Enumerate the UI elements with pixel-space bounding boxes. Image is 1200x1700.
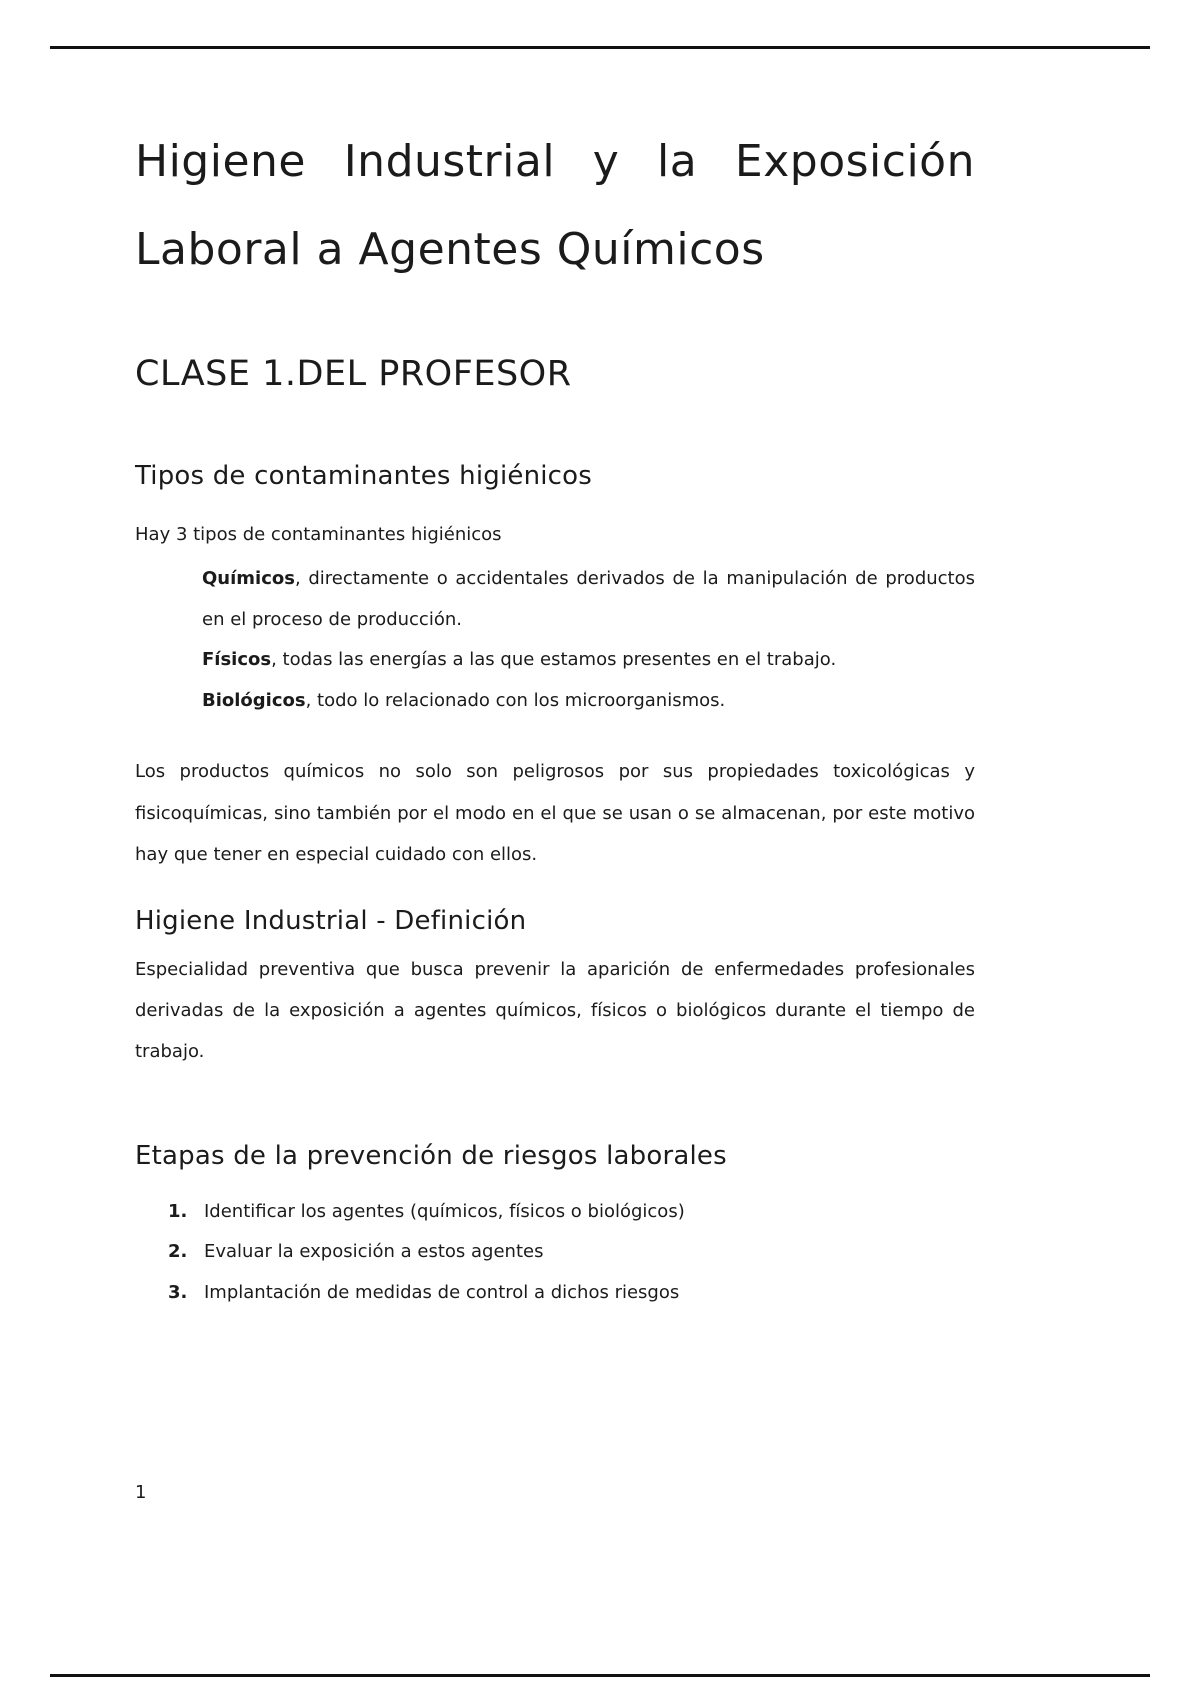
bullet-icon [172,681,202,722]
step-number: 2. [168,1241,188,1263]
step-number: 1. [168,1200,188,1222]
list-item [172,640,975,681]
document-content [135,0,975,1313]
bullet-description: , todas las energías a las que estamos presentes en el trabajo. [271,649,837,671]
list-item [172,681,975,722]
bullet-term: Físicos [202,649,272,671]
contaminant-types-list [172,559,975,721]
step-text: Evaluar la exposición a estos agentes [204,1241,544,1263]
bullet-description: , directamente o accidentales derivados de la manipulación de productos en el proceso de producción. [202,568,975,630]
heading-etapas-prevencion: Etapas de la prevención de riesgos laborales [135,1140,727,1171]
bullet-term: Químicos [202,568,295,590]
title-line-2: Laboral a Agentes Químicos [135,224,765,275]
title-line-1: Higiene Industrial y la Exposición [135,136,975,187]
footer-rule [50,1674,1150,1677]
heading-clase: CLASE 1.DEL PROFESOR [135,354,572,394]
intro-paragraph: Hay 3 tipos de contaminantes higiénicos [135,524,502,545]
list-item [168,1273,975,1314]
heading-tipos-contaminantes: Tipos de contaminantes higiénicos [135,461,593,491]
bullet-icon [172,559,202,640]
step-number: 3. [168,1281,188,1303]
definition-paragraph: Especialidad preventiva que busca prevenir la aparición de enfermedades profesionales derivadas de la exposición a agentes químicos, físicos o biológicos durante el tiempo de trabajo. [135,958,975,1063]
list-item [168,1192,975,1233]
step-text: Identificar los agentes (químicos, físicos o biológicos) [204,1200,685,1222]
bullet-description: , todo lo relacionado con los microorganismos. [305,689,726,711]
list-item [168,1232,975,1273]
heading-higiene-definicion: Higiene Industrial - Definición [135,905,527,936]
prevention-steps-list [168,1192,975,1314]
bullet-text [202,640,975,681]
bullet-text [202,681,975,722]
chemical-products-paragraph: Los productos químicos no solo son peligrosos por sus propiedades toxicológicas y fisicoquímicas, sino también por el modo en el que se usan o se almacenan, por este motivo hay que tener en especial cuidado con ellos. [135,761,975,866]
page-number: 1 [135,1482,147,1503]
list-item [172,559,975,640]
step-text: Implantación de medidas de control a dichos riesgos [204,1281,680,1303]
bullet-icon [172,640,202,681]
document-title [135,118,975,294]
bullet-text [202,559,975,640]
bullet-term: Biológicos [202,689,306,711]
